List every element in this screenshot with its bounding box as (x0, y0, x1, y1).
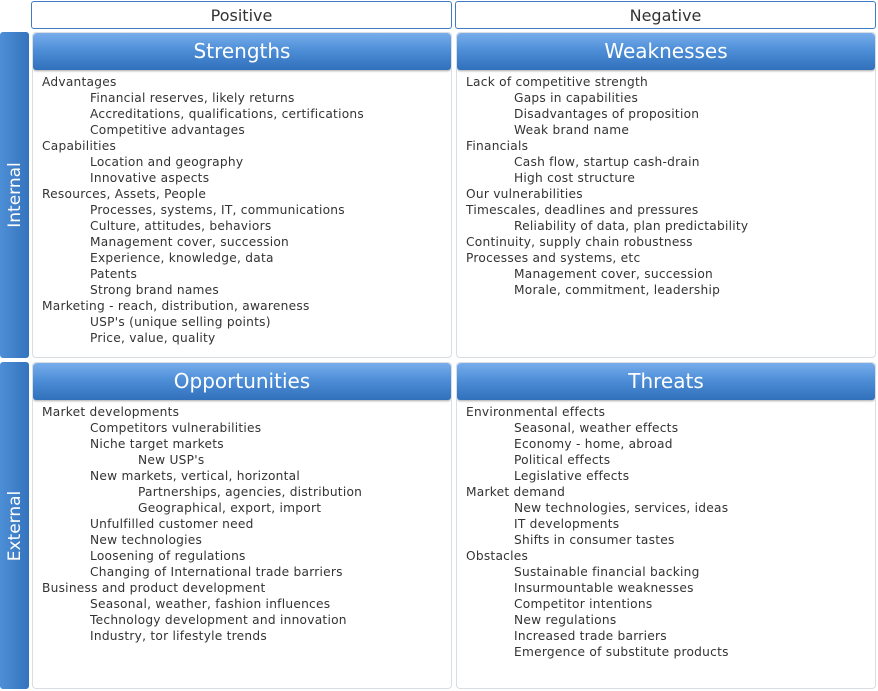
weaknesses-quadrant (456, 32, 876, 358)
row-header-internal (0, 32, 29, 358)
opportunities-title: Opportunities (33, 363, 451, 400)
list-item: Management cover, succession (90, 235, 290, 249)
list-item: Strong brand names (90, 283, 220, 297)
threats-title: Threats (457, 363, 875, 400)
list-item: Partnerships, agencies, distribution (138, 485, 363, 499)
list-item: Advantages (42, 75, 117, 89)
list-item: Competitors vulnerabilities (90, 421, 262, 435)
list-item: Our vulnerabilities (466, 187, 583, 201)
list-item: Continuity, supply chain robustness (466, 235, 693, 249)
row-header-external (0, 362, 29, 689)
list-item: Capabilities (42, 139, 117, 153)
list-item: Processes, systems, IT, communications (90, 203, 345, 217)
list-item: Management cover, succession (514, 267, 714, 281)
row-header-internal-label: Internal (4, 162, 25, 228)
strengths-quadrant (32, 32, 452, 358)
list-item: High cost structure (514, 171, 636, 185)
list-item: Geographical, export, import (138, 501, 322, 515)
list-item: Marketing - reach, distribution, awareness (42, 299, 310, 313)
list-item: New regulations (514, 613, 617, 627)
list-item: Gaps in capabilities (514, 91, 639, 105)
list-item: Reliability of data, plan predictability (514, 219, 749, 233)
list-item: Market demand (466, 485, 566, 499)
strengths-list (33, 74, 451, 346)
list-item: Disadvantages of proposition (514, 107, 700, 121)
column-header-negative: Negative (455, 1, 876, 29)
opportunities-list (33, 404, 451, 644)
list-item: Resources, Assets, People (42, 187, 207, 201)
list-item: New technologies (90, 533, 203, 547)
list-item: Accreditations, qualifications, certifications (90, 107, 364, 121)
list-item: Competitor intentions (514, 597, 653, 611)
list-item: Experience, knowledge, data (90, 251, 274, 265)
list-item: New markets, vertical, horizontal (90, 469, 301, 483)
threats-quadrant (456, 362, 876, 689)
list-item: Morale, commitment, leadership (514, 283, 721, 297)
list-item: Culture, attitudes, behaviors (90, 219, 272, 233)
column-header-positive: Positive (31, 1, 452, 29)
list-item: Competitive advantages (90, 123, 245, 137)
list-item: Industry, tor lifestyle trends (90, 629, 267, 643)
list-item: Changing of International trade barriers (90, 565, 343, 579)
list-item: USP's (unique selling points) (90, 315, 271, 329)
list-item: Insurmountable weaknesses (514, 581, 694, 595)
list-item: Unfulfilled customer need (90, 517, 254, 531)
row-header-external-label: External (4, 490, 25, 561)
threats-list (457, 404, 875, 660)
list-item: Lack of competitive strength (466, 75, 649, 89)
list-item: Timescales, deadlines and pressures (466, 203, 699, 217)
list-item: Processes and systems, etc (466, 251, 641, 265)
list-item: Patents (90, 267, 138, 281)
opportunities-quadrant (32, 362, 452, 689)
list-item: Increased trade barriers (514, 629, 667, 643)
list-item: Seasonal, weather, fashion influences (90, 597, 331, 611)
list-item: New USP's (138, 453, 205, 467)
list-item: Environmental effects (466, 405, 606, 419)
list-item: Sustainable financial backing (514, 565, 700, 579)
list-item: Price, value, quality (90, 331, 216, 345)
weaknesses-list (457, 74, 875, 298)
list-item: IT developments (514, 517, 620, 531)
list-item: New technologies, services, ideas (514, 501, 729, 515)
strengths-title: Strengths (33, 33, 451, 70)
list-item: Shifts in consumer tastes (514, 533, 675, 547)
list-item: Financials (466, 139, 529, 153)
list-item: Cash flow, startup cash-drain (514, 155, 700, 169)
list-item: Political effects (514, 453, 611, 467)
list-item: Innovative aspects (90, 171, 210, 185)
list-item: Weak brand name (514, 123, 630, 137)
list-item: Emergence of substitute products (514, 645, 729, 659)
list-item: Niche target markets (90, 437, 224, 451)
list-item: Obstacles (466, 549, 529, 563)
list-item: Location and geography (90, 155, 244, 169)
list-item: Seasonal, weather effects (514, 421, 679, 435)
weaknesses-title: Weaknesses (457, 33, 875, 70)
list-item: Loosening of regulations (90, 549, 246, 563)
list-item: Financial reserves, likely returns (90, 91, 295, 105)
list-item: Legislative effects (514, 469, 630, 483)
list-item: Economy - home, abroad (514, 437, 673, 451)
list-item: Market developments (42, 405, 180, 419)
list-item: Business and product development (42, 581, 266, 595)
list-item: Technology development and innovation (90, 613, 347, 627)
